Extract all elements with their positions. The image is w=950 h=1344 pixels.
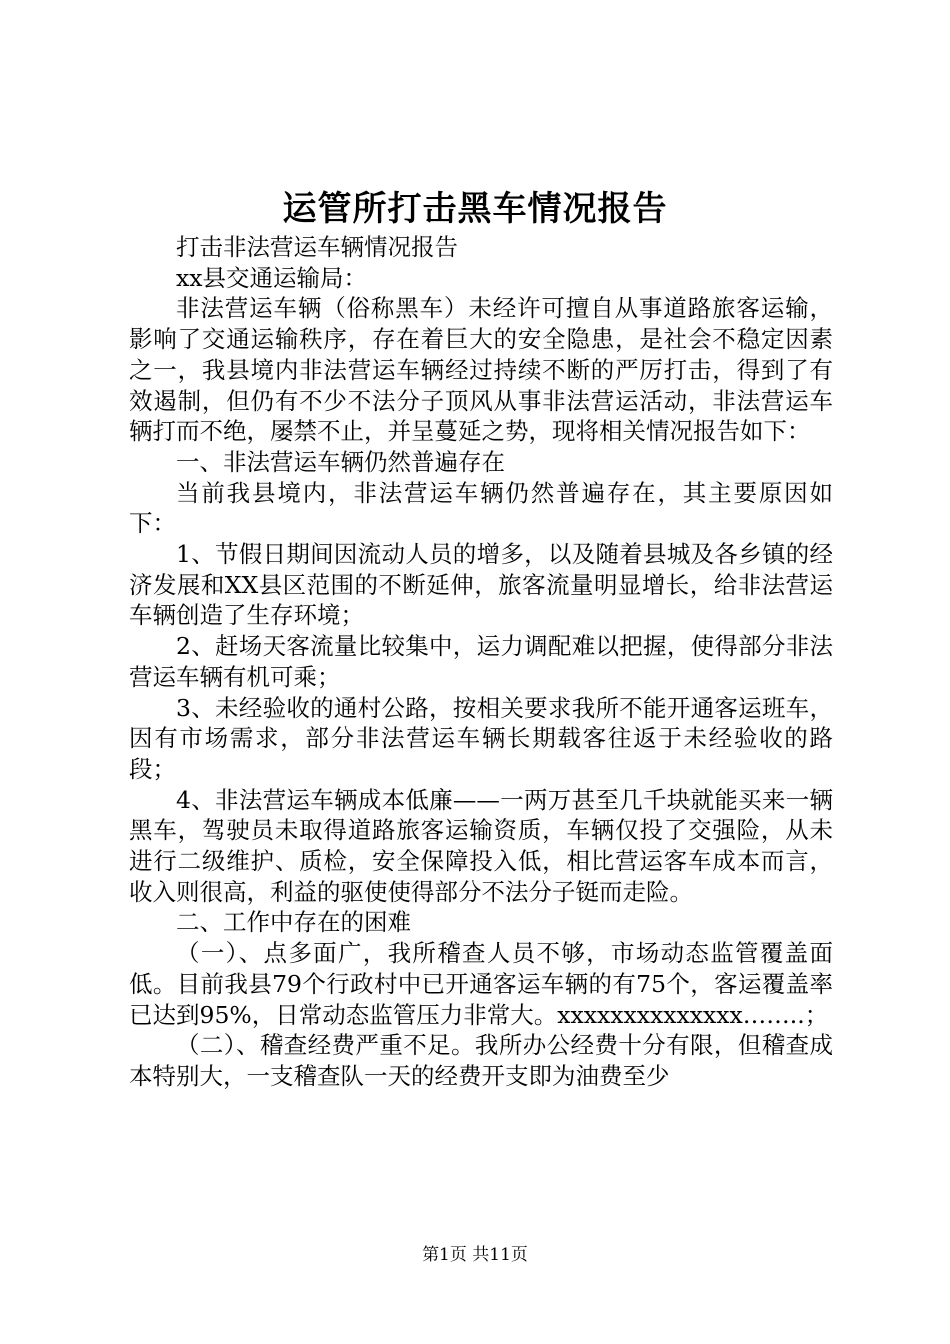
list-item-3: 3、未经验收的通村公路，按相关要求我所不能开通客运班车，因有市场需求，部分非法营运车辆长期载客往返于未经验收的路段； [129, 693, 833, 783]
subtitle-paragraph: 打击非法营运车辆情况报告 [176, 233, 458, 261]
difficulty-item-2: （二）、稽查经费严重不足。我所办公经费十分有限，但稽查成本特别大，一支稽查队一天的经费开支即为油费至少 [129, 1031, 833, 1090]
list-item-4: 4、非法营运车辆成本低廉——一两万甚至几千块就能买来一辆黑车，驾驶员未取得道路旅客运输资质，车辆仅投了交强险，从未进行二级维护、质检，安全保障投入低，相比营运客车成本而言，收入则很高，利益的驱使使得部分不法分子铤而走险。 [129, 785, 833, 906]
section-heading-1: 一、非法营运车辆仍然普遍存在 [176, 447, 505, 476]
document-body [129, 232, 833, 1092]
page-number-footer: 第1页 共11页 [422, 1245, 528, 1265]
intro-paragraph: 非法营运车辆（俗称黑车）未经许可擅自从事道路旅客运输，影响了交通运输秩序，存在着巨大的安全隐患，是社会不稳定因素之一，我县境内非法营运车辆经过持续不断的严厉打击，得到了有效遏制，但仍有不少不法分子顶风从事非法营运活动，非法营运车辆打而不绝，屡禁不止，并呈蔓延之势，现将相关情况报告如下： [129, 294, 833, 446]
list-item-2: 2、赶场天客流量比较集中，运力调配难以把握，使得部分非法营运车辆有机可乘； [129, 632, 833, 691]
document-title: 运管所打击黑车情况报告 [282, 189, 668, 229]
difficulty-item-1: （一）、点多面广，我所稽查人员不够，市场动态监管覆盖面低。目前我县79个行政村中已开通客运车辆的有75个，客运覆盖率已达到95%，日常动态监管压力非常大。xxxxxxxxxxxxxx……..； [129, 939, 833, 1029]
list-item-1: 1、节假日期间因流动人员的增多，以及随着县城及各乡镇的经济发展和XX县区范围的不断延伸，旅客流量明显增长，给非法营运车辆创造了生存环境； [129, 540, 833, 630]
section-heading-2: 二、工作中存在的困难 [176, 908, 411, 937]
addressee-paragraph: xx县交通运输局： [176, 263, 368, 292]
body-paragraph: 当前我县境内，非法营运车辆仍然普遍存在，其主要原因如下： [129, 478, 833, 538]
